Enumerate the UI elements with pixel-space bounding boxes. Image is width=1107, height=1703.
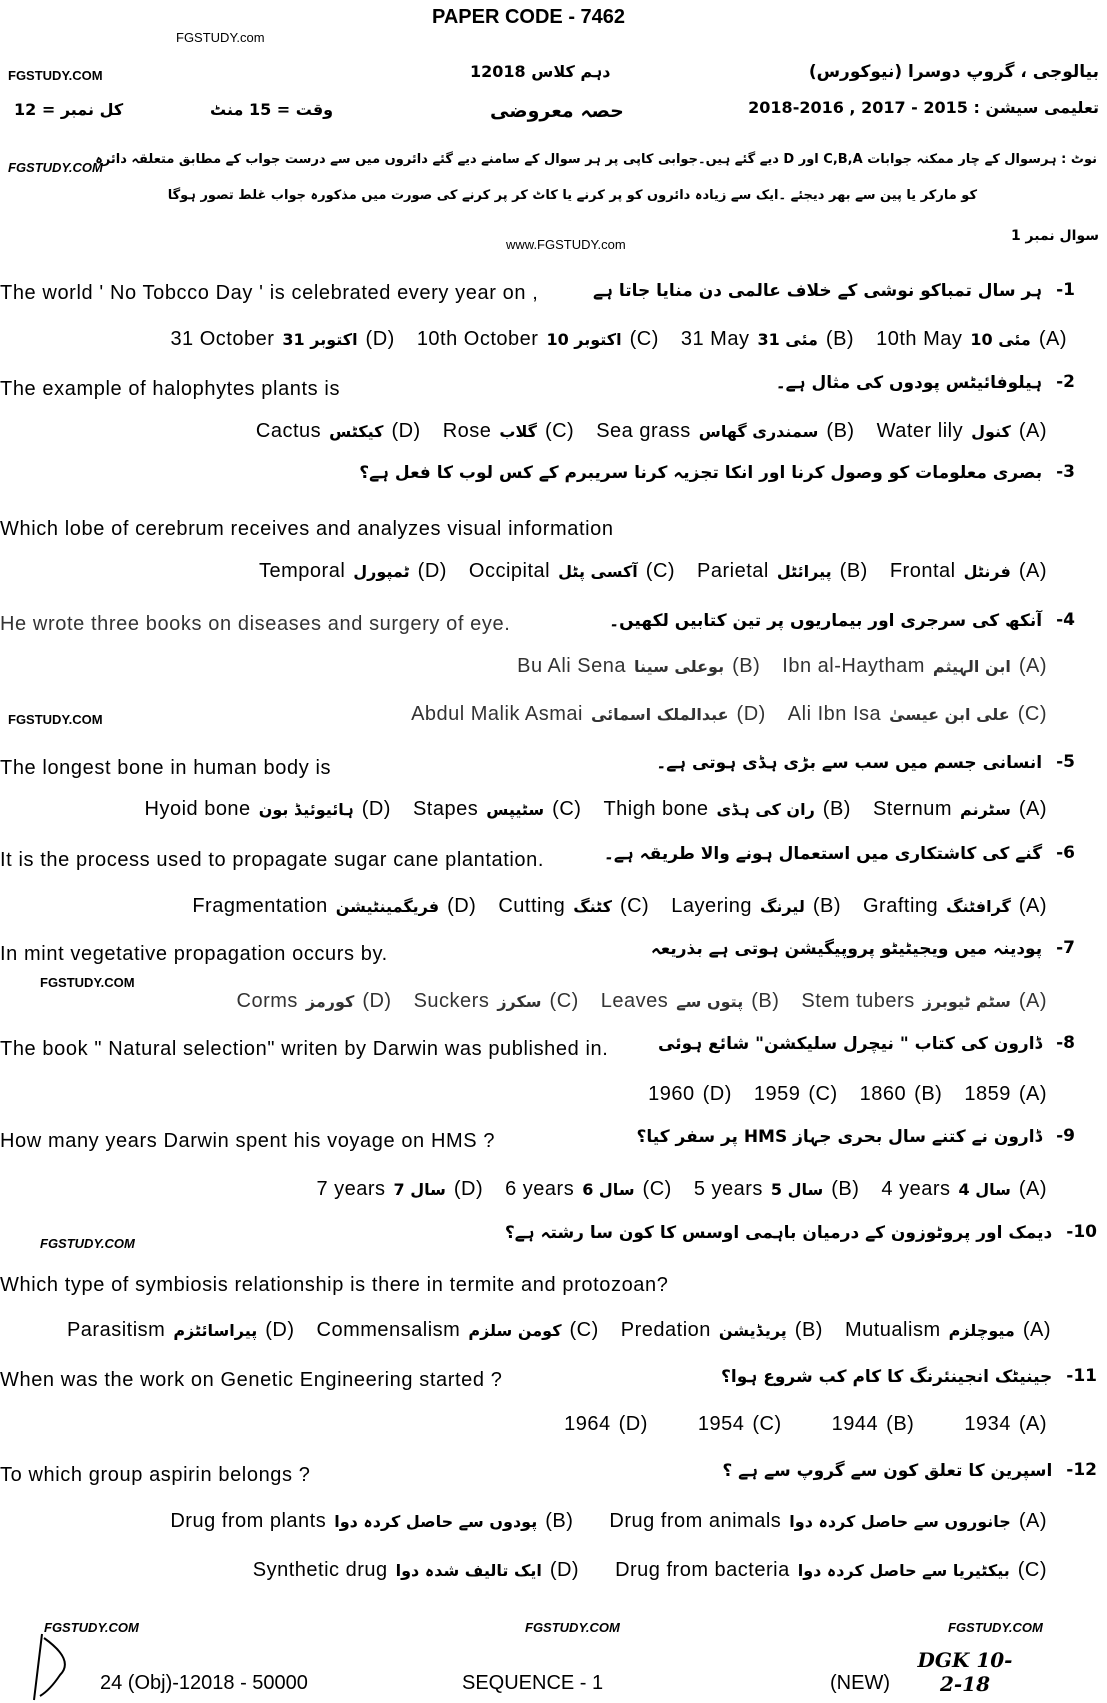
option-c[interactable]: Cutting کٹنگ (C) <box>498 895 650 917</box>
option-c[interactable]: Suckers سکرز (C) <box>413 990 579 1012</box>
option-d[interactable]: 31 October 31 اکتوبر (D) <box>170 328 395 350</box>
question-4-options-row-2 <box>411 703 1047 726</box>
option-b[interactable]: Predation پریڈیشن (B) <box>620 1319 823 1341</box>
handwritten-note: DGK 10-2-18 <box>917 1648 1013 1696</box>
option-d[interactable]: 1960 (D) <box>648 1083 732 1105</box>
watermark: FGSTUDY.COM <box>8 160 103 175</box>
question-2-urdu: 2- ہیلوفائیٹس پودوں کی مثال ہے۔ <box>775 372 1075 393</box>
question-7-english: In mint vegetative propagation occurs by. <box>0 943 388 965</box>
option-a[interactable]: 1934 (A) <box>964 1413 1047 1435</box>
option-c[interactable]: 1959 (C) <box>753 1083 838 1105</box>
option-b[interactable]: 5 years 5 سال (B) <box>693 1178 860 1200</box>
time: وقت = 15 منٹ <box>210 100 334 119</box>
question-11-options <box>564 1413 1047 1436</box>
option-d[interactable]: Fragmentation فریگمینٹیشن (D) <box>192 895 477 917</box>
watermark: FGSTUDY.COM <box>40 975 135 990</box>
watermark: FGSTUDY.COM <box>44 1620 139 1635</box>
option-c[interactable]: Rose گلاب (C) <box>442 420 575 442</box>
option-d[interactable]: Corms کورمز (D) <box>236 990 392 1012</box>
option-c[interactable]: Commensalism کومن سلزم (C) <box>316 1319 599 1341</box>
sequence: SEQUENCE - 1 <box>462 1672 604 1694</box>
option-d[interactable]: 7 years 7 سال (D) <box>316 1178 484 1200</box>
option-a[interactable]: Grafting گرافٹنگ (A) <box>863 895 1047 917</box>
watermark: FGSTUDY.COM <box>8 712 103 727</box>
option-d[interactable]: 1964 (D) <box>564 1413 648 1435</box>
option-c[interactable]: Ali Ibn Isa علی ابن عیسیٰ (C) <box>787 703 1047 725</box>
option-a[interactable]: Drug from animals جانوروں سے حاصل کردہ دوا (A) <box>609 1510 1047 1532</box>
question-5-urdu: 5- انسانی جسم میں سب سے بڑی ہڈی ہوتی ہے۔ <box>656 752 1075 773</box>
watermark: FGSTUDY.COM <box>8 68 103 83</box>
question-1-options <box>170 328 1067 351</box>
question-7-options <box>237 990 1047 1013</box>
watermark: FGSTUDY.COM <box>40 1236 135 1251</box>
question-12-options-row-2 <box>253 1559 1047 1582</box>
question-12-options-row-1 <box>170 1510 1047 1533</box>
option-d[interactable]: Synthetic drug ایک تالیف شدہ دوا (D) <box>252 1559 580 1581</box>
question-1-english: The world ' No Tobcco Day ' is celebrated every year on , <box>0 282 539 304</box>
option-b[interactable]: 1944 (B) <box>831 1413 915 1435</box>
question-10-options <box>67 1319 1051 1342</box>
option-d[interactable]: Parasitism پیراسائٹزم (D) <box>66 1319 295 1341</box>
question-5-options <box>145 798 1048 821</box>
option-b[interactable]: Drug from plants پودوں سے حاصل کردہ دوا (B) <box>170 1510 574 1532</box>
option-b[interactable]: Layering لیرنگ (B) <box>671 895 841 917</box>
question-10-english: Which type of symbiosis relationship is there in termite and protozoan? <box>0 1274 669 1296</box>
option-d[interactable]: Temporal ٹمپورل (D) <box>259 560 447 582</box>
option-d[interactable]: Cactus کیکٹس (D) <box>255 420 421 442</box>
option-a[interactable]: Water lily کنول (A) <box>876 420 1047 442</box>
section-title: حصہ معروضی <box>490 100 624 122</box>
option-a[interactable]: Mutualism میوچلزم (A) <box>844 1319 1051 1341</box>
question-8-english: The book " Natural selection" writen by Darwin was published in. <box>0 1038 609 1060</box>
question-5-english: The longest bone in human body is <box>0 757 332 779</box>
question-4-options-row-1 <box>517 655 1047 678</box>
note-line-1: نوٹ : ہرسوال کے چار ممکنہ جوابات C,B,A اور D دیے گئے ہیں۔جوابی کاپی پر ہر سوال کے سامنے دیے گئے دائروں میں سے درست جواب کے مطابق متعلقہ دائرہ <box>95 152 1097 167</box>
option-b[interactable]: 1860 (B) <box>859 1083 943 1105</box>
question-6-options <box>192 895 1047 918</box>
note-line-2: کو مارکر یا پین سے بھر دیجئے ۔ایک سے زیادہ دائروں کو پر کرنے یا کاٹ کر پر کرنے کی صورت میں مذکورہ جواب غلط تصور ہوگا <box>167 188 977 203</box>
question-6-urdu: 6- گنے کی کاشتکاری میں استعمال ہونے والا طریقہ ہے۔ <box>603 843 1075 864</box>
option-a[interactable]: Ibn al-Haytham ابن الہیثم (A) <box>782 655 1047 677</box>
paper-serial: 24 (Obj)-12018 - 50000 <box>100 1672 308 1694</box>
option-c[interactable]: Occipital آکسی پٹل (C) <box>468 560 676 582</box>
total-marks: کل نمبر = 12 <box>14 100 124 119</box>
option-d[interactable]: Abdul Malik Asmai عبدالملک اسمائی (D) <box>411 703 766 725</box>
option-c[interactable]: Stapes سٹیپس (C) <box>412 798 582 820</box>
watermark: www.FGSTUDY.com <box>506 237 626 252</box>
option-b[interactable]: Sea grass سمندری گھاس (B) <box>596 420 855 442</box>
option-c[interactable]: 10th October 10 اکتوبر (C) <box>416 328 659 350</box>
question-heading: سوال نمبر 1 <box>1010 228 1099 244</box>
option-d[interactable]: Hyoid bone ہائیوئیڈ بون (D) <box>144 798 391 820</box>
class: دہم کلاس 12018 <box>470 62 611 81</box>
question-8-options <box>648 1083 1047 1106</box>
question-8-urdu: 8- ڈارون کی کتاب " نیچرل سلیکشن" شائع ہوئی <box>658 1033 1075 1054</box>
watermark: FGSTUDY.COM <box>525 1620 620 1635</box>
question-12-english: To which group aspirin belongs ? <box>0 1464 311 1486</box>
option-a[interactable]: Sternum سٹرنم (A) <box>872 798 1047 820</box>
option-a[interactable]: 1859 (A) <box>964 1083 1047 1105</box>
option-b[interactable]: Parietal پیرائٹل (B) <box>697 560 868 582</box>
question-7-urdu: 7- پودینہ میں ویجیٹیٹو پروپیگیشن ہوتی ہے بذریعہ <box>650 938 1075 959</box>
watermark: FGSTUDY.com <box>176 30 265 45</box>
question-3-urdu: 3- بصری معلومات کو وصول کرنا اور انکا تجزیہ کرنا سریبرم کے کس لوب کا فعل ہے؟ <box>359 462 1075 483</box>
question-10-urdu: 10- دیمک اور پروٹوزون کے درمیان باہمی اوسس کا کون سا رشتہ ہے؟ <box>504 1222 1097 1243</box>
option-b[interactable]: Leaves پتوں سے (B) <box>600 990 780 1012</box>
question-11-urdu: 11- جینیٹک انجینئرنگ کا کام کب شروع ہوا؟ <box>721 1366 1097 1387</box>
watermark: FGSTUDY.COM <box>948 1620 1043 1635</box>
question-3-english: Which lobe of cerebrum receives and analyzes visual information <box>0 518 614 540</box>
handwritten-d-mark <box>30 1630 80 1703</box>
new-label: (NEW) <box>830 1672 890 1694</box>
option-c[interactable]: 1954 (C) <box>697 1413 782 1435</box>
option-c[interactable]: Drug from bacteria بیکٹیریا سے حاصل کردہ دوا (C) <box>615 1559 1047 1581</box>
option-a[interactable]: 4 years 4 سال (A) <box>881 1178 1047 1200</box>
option-a[interactable]: 10th May 10 مئی (A) <box>876 328 1067 350</box>
option-b[interactable]: Bu Ali Sena بوعلی سینا (B) <box>517 655 761 677</box>
question-4-english: He wrote three books on diseases and surgery of eye. <box>0 613 511 635</box>
question-2-options <box>256 420 1047 443</box>
session: تعلیمی سیشن : 2015 - 2017 , 2016-2018 <box>748 98 1099 117</box>
question-9-options <box>316 1178 1047 1201</box>
option-b[interactable]: Thigh bone ران کی ہڈی (B) <box>603 798 851 820</box>
option-c[interactable]: 6 years 6 سال (C) <box>505 1178 672 1200</box>
question-11-english: When was the work on Genetic Engineering started ? <box>0 1369 503 1391</box>
option-b[interactable]: 31 May 31 مئی (B) <box>680 328 855 350</box>
question-6-english: It is the process used to propagate sugar cane plantation. <box>0 849 545 871</box>
question-9-urdu: 9- ڈارون نے کتنے سال بحری جہاز HMS پر سفر کیا؟ <box>636 1126 1075 1147</box>
question-1-urdu: 1- ہر سال تمباکو نوشی کے خلاف عالمی دن منایا جاتا ہے <box>593 280 1075 301</box>
subject-group: بیالوجی ، گروپ دوسرا (نیوکورس) <box>808 62 1099 82</box>
option-a[interactable]: Stem tubers سٹم ٹیوبرز (A) <box>801 990 1047 1012</box>
question-4-urdu: 4- آنکھ کی سرجری اور بیماریوں پر تین کتابیں لکھیں۔ <box>609 610 1075 631</box>
question-3-options <box>259 560 1047 583</box>
option-a[interactable]: Frontal فرنٹل (A) <box>889 560 1047 582</box>
question-9-english: How many years Darwin spent his voyage on HMS ? <box>0 1130 496 1152</box>
question-2-english: The example of halophytes plants is <box>0 378 341 400</box>
question-12-urdu: 12- اسپرین کا تعلق کون سے گروپ سے ہے ؟ <box>722 1460 1097 1481</box>
paper-code: PAPER CODE - 7462 <box>432 6 626 28</box>
